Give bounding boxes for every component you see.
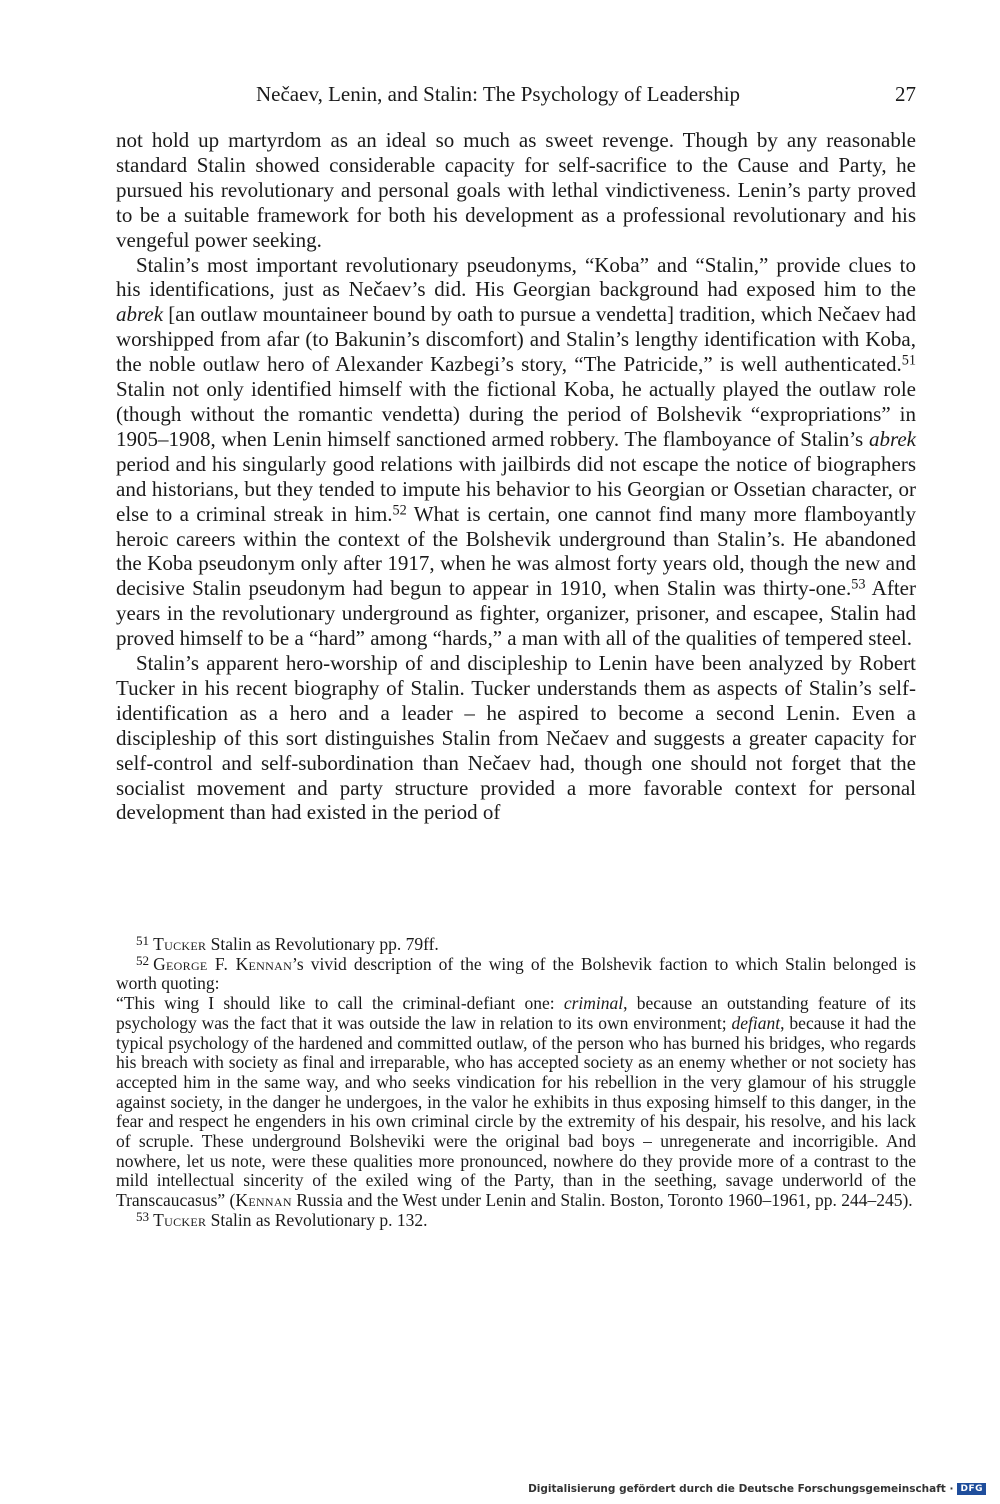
paragraph-2-part-b: [an outlaw mountaineer bound by oath to pursue a vendetta] tradition, which Nečaev had worshipped from afar (to Bakunin’s discomfort) and Stalin’s lengthy identification with Koba, the noble outlaw hero of Alexander Kazbegi’s story, “The Patricide,” is well authenticated. — [116, 302, 916, 377]
footnote-text: ’s vivid description of the wing of the Bolshevik faction to which Stalin belonged is worth quoting: — [116, 953, 916, 994]
footnote-number: 53 — [136, 1209, 150, 1225]
footnote-ref-51[interactable]: 51 — [901, 352, 916, 369]
footnote-number: 51 — [136, 933, 150, 949]
paragraph-1 — [116, 128, 916, 253]
running-title: Nečaev, Lenin, and Stalin: The Psychology of Leadership — [256, 82, 741, 106]
paragraph-3 — [116, 651, 916, 825]
quote-part-b: , because an outstanding feature of its psychology was the fact that it was outside the law in relation to its own environment; — [116, 993, 916, 1033]
footnote-51 — [116, 935, 916, 955]
footnote-text: Stalin as Revolutionary pp. 79ff. — [206, 934, 439, 954]
footnote-52-quote — [116, 994, 916, 1211]
paragraph-2-part-c: Stalin not only identified himself with the fictional Koba, he actually played the outlaw role (though without the romantic vendetta) during the period of Bolshevik “expropriations” in 1905–1908, when Lenin himself sanctioned armed robbery. The flamboyance of Stalin’s — [116, 377, 916, 451]
footnote-53 — [116, 1211, 916, 1231]
paragraph-2-part-a: Stalin’s most important revolutionary pseudonyms, “Koba” and “Stalin,” provide clues to his identifications, just as Nečaev’s did. His Georgian background had exposed him to the — [116, 252, 916, 302]
term-abrek: abrek — [868, 426, 916, 451]
page-number: 27 — [895, 82, 916, 106]
paragraph-2 — [116, 253, 916, 652]
digitization-notice: Digitalisierung gefördert durch die Deutsche Forschungsgemeinschaft · — [528, 1483, 954, 1495]
paragraph-2-part-f: After years in the revolutionary underground as fighter, organizer, prisoner, and escapee, Stalin had proved himself to be a “hard” among “hards,” a man with all of the qualities of tempered steel. — [116, 576, 916, 651]
digitization-footer — [528, 1483, 986, 1495]
paragraph-1-text: not hold up martyrdom as an ideal so much as sweet revenge. Though by any reasonable standard Stalin showed considerable capacity for self-sacrifice to the Cause and Party, he pursued his revolutionary and personal goals with lethal vindictiveness. Lenin’s party proved to be a suitable framework for both his development as a professional revolutionary and his vengeful power seeking. — [116, 128, 916, 252]
term-criminal: criminal — [563, 993, 624, 1014]
term-abrek: abrek — [116, 302, 164, 327]
paragraph-3-text: Stalin’s apparent hero-worship of and discipleship to Lenin have been analyzed by Robert Tucker in his recent biography of Stalin. Tucker understands them as aspects of Stalin’s self-identification as a hero and a leader – he aspired to become a second Lenin. Even a discipleship of this sort distinguishes Stalin from Nečaev and suggests a greater capacity for self-control and self-subordination than Nečaev had, though one should not forget that the socialist movement and party structure provided a more favorable context for personal development than had existed in the period of — [116, 651, 916, 825]
footnote-author: Kennan — [235, 1190, 292, 1211]
footnote-author: Tucker — [153, 934, 207, 954]
footnote-author: Tucker — [153, 1209, 207, 1230]
footnote-author: George F. Kennan — [153, 953, 293, 974]
body-text — [116, 128, 916, 825]
footnote-ref-53[interactable]: 53 — [851, 576, 866, 593]
quote-part-c: , because it had the typical psychology of the hardened and committed outlaw, of the person who has burned his bridges, who regards his breach with society as final and irreparable, who has accepted society as an enemy whether or not society has accepted him in the same way, and who seeks vindication for his rebellion in the very glamour of his struggle against society, in the danger he undergoes, in the valor he exhibits in thus exposing himself to this danger, in the fear and respect he engenders in his own criminal circle by the extremity of his despair, his resolve, and his lack of scruple. These underground Bolsheviki were the original bad boys – unregenerate and incorrigible. And nowhere, let us note, were these qualities more pronounced, nowhere do they provide more of a contrast to the mild intellectual sincerity of the exiled wing of the Party, than in the seething, savage underworld of the Transcaucasus” ( — [116, 1012, 916, 1211]
footnote-52 — [116, 955, 916, 994]
paragraph-2-part-d: period and his singularly good relations with jailbirds did not escape the notice of biographers and historians, but they tended to impute his behavior to his Georgian or Ossetian character, or else to a criminal streak in him. — [116, 451, 916, 526]
paragraph-2-part-e: What is certain, one cannot find many more flamboyantly heroic careers within the context of the Bolshevik underground than Stalin’s. He abandoned the Koba pseudonym only after 1917, when he was almost forty years old, though the new and decisive Stalin pseudonym had begun to appear in 1910, when Stalin was thirty-one. — [116, 501, 916, 601]
quote-part-d: Russia and the West under Lenin and Stalin. Boston, Toronto 1960–1961, pp. 244–245). — [291, 1190, 913, 1211]
footnote-ref-52[interactable]: 52 — [392, 502, 407, 519]
footnote-text: Stalin as Revolutionary p. 132. — [206, 1209, 428, 1230]
dfg-logo-icon: DFG — [957, 1483, 986, 1495]
term-defiant: defiant — [731, 1012, 781, 1033]
quote-part-a: “This wing I should like to call the criminal-defiant one: — [116, 993, 564, 1014]
footnote-number: 52 — [136, 953, 150, 969]
footnotes — [116, 935, 916, 1231]
